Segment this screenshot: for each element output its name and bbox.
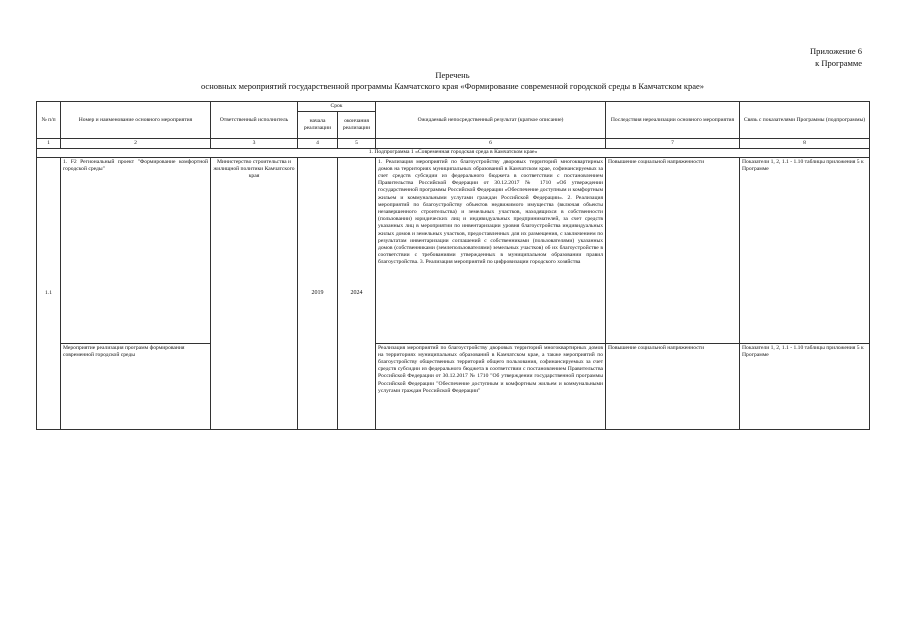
row-end-year: 2024 xyxy=(338,157,376,429)
header-start: начала реализации xyxy=(298,112,338,139)
header-name: Номер и наименование основного мероприятия xyxy=(61,102,211,139)
col-number: 4 xyxy=(298,139,338,149)
appendix-note xyxy=(810,45,862,69)
row-consequences: Повышение социальной напряженности xyxy=(606,343,740,429)
col-number: 7 xyxy=(606,139,740,149)
appendix-line-1: Приложение 6 xyxy=(810,46,862,56)
row-consequences: Повышение социальной напряженности xyxy=(606,157,740,343)
title-line-1: Перечень xyxy=(435,70,470,80)
col-number: 8 xyxy=(740,139,870,149)
row-result: Реализация мероприятий по благоустройству дворовых территорий многоквартирных домов на территориях муниципальных образований в Камчатском крае, а также мероприятий по благоустройству общественных территорий общего пользования, софинансируемых за счет средств субсидии из федерального бюджета в соответствии с постановлением Правительства Российской Федерации от 30.12.2017 № 1710 "Об утверждении государственной программы Российской Федерации "Обеспечение доступным и комфортным жильем и коммунальными услугами граждан Российской Федерации" xyxy=(376,343,606,429)
col-number: 5 xyxy=(338,139,376,149)
row-result: 1. Реализация мероприятий по благоустройству дворовых территорий многоквартирных домов на территориях муниципальных образований в Камчатском крае, софинансируемых за счет средств субсидии из федерального бюджета в соответствии с постановлением Правительства Российской Федерации от 30.12.2017 № 1710 «Об утверждении государственной программы Российской Федерации «Обеспечение доступным и комфортным жильем и коммунальными услугами граждан Российской Федерации». 2. Реализация мероприятий по благоустройству объектов недвижимого имущества (включая объекты незавершенного строительства) и земельных участков, находящихся в собственности (пользовании) юридических лиц и индивидуальных предпринимателей, за счет средств указанных лиц в мероприятии по инвентаризации уровня благоустройства индивидуальных жилых домов и земельных участков, предоставленных для их размещения, с заключением по результатам инвентаризации соглашений с собственниками (пользователями) указанных домов (собственниками (землепользователями) земельных участков) об их благоустройстве в соответствии с требованиями утвержденных в муниципальном образовании правил благоустройства. 3. Реализация мероприятий по цифровизации городского хозяйства xyxy=(376,157,606,343)
table-row xyxy=(37,157,870,343)
col-number: 1 xyxy=(37,139,61,149)
title-line-2: основных мероприятий государственной программы Камчатского края «Формирование современной городской среды в Камчатском крае» xyxy=(200,81,705,91)
header-num: № п/п xyxy=(37,102,61,139)
col-number: 6 xyxy=(376,139,606,149)
appendix-line-2: к Программе xyxy=(815,58,862,68)
row-start-year: 2019 xyxy=(298,157,338,429)
col-number: 3 xyxy=(211,139,298,149)
header-row xyxy=(37,102,870,112)
row-num: 1.1 xyxy=(37,157,61,429)
row-link: Показатели 1, 2, 1.1 - 1.10 таблицы приложения 5 к Программе xyxy=(740,343,870,429)
header-term: Срок xyxy=(298,102,376,112)
header-result: Ожидаемый непосредственный результат (краткое описание) xyxy=(376,102,606,139)
table-row xyxy=(37,343,870,429)
subprogram-title: 1. Подпрограмма 1 «Современная городская среда в Камчатском крае» xyxy=(37,149,870,157)
header-end: окончания реализации xyxy=(338,112,376,139)
header-link: Связь с показателями Программы (подпрограммы) xyxy=(740,102,870,139)
column-numbers-row xyxy=(37,139,870,149)
document-title xyxy=(0,70,905,92)
row-name: 1. F2 Региональный проект "Формирование комфортной городской среды" xyxy=(61,157,211,343)
row-executor: Министерство строительства и жилищной политики Камчатского края xyxy=(211,157,298,429)
measures-table xyxy=(36,101,870,430)
header-executor: Ответственный исполнитель xyxy=(211,102,298,139)
header-consequences: Последствия нереализации основного мероприятия xyxy=(606,102,740,139)
row-name: Мероприятие реализация программ формирования современной городской среды xyxy=(61,343,211,429)
col-number: 2 xyxy=(61,139,211,149)
subprogram-row xyxy=(37,149,870,157)
row-link: Показатели 1, 2, 1.1 - 1.10 таблицы приложения 5 к Программе xyxy=(740,157,870,343)
